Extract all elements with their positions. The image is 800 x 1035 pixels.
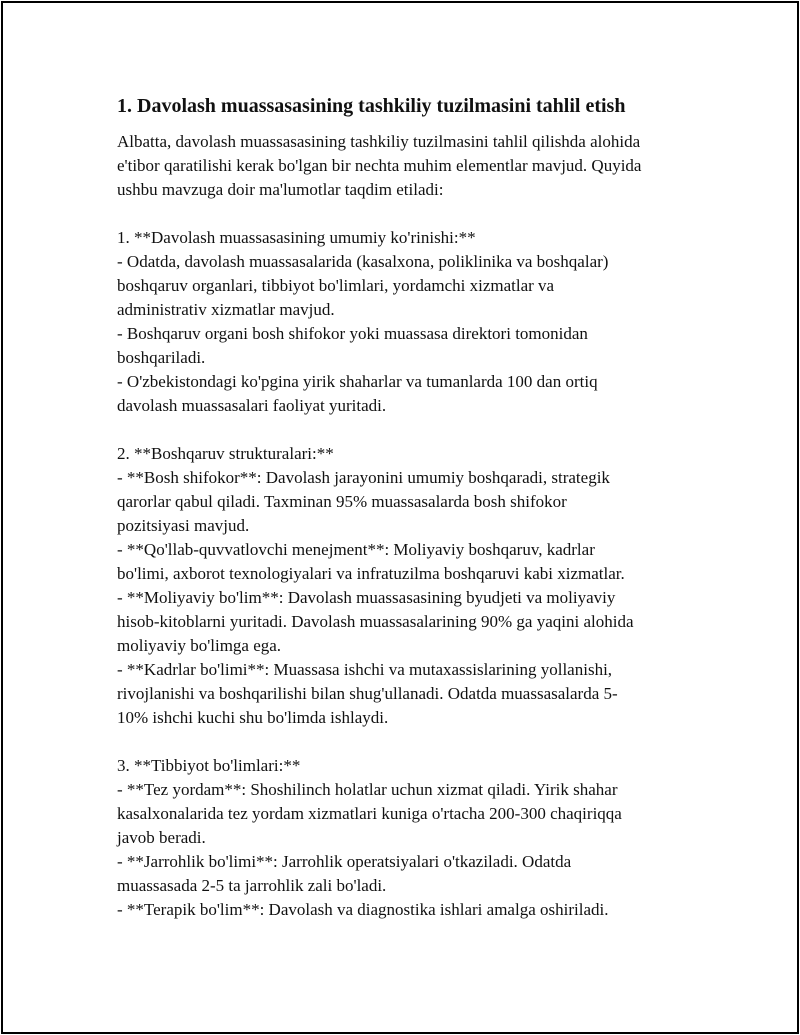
section-general-overview: 1. **Davolash muassasasining umumiy ko'rinishi:** - Odatda, davolash muassasalarida (kasalxona, poliklinika va boshqalar) boshqaruv organlari, tibbiyot bo'limlari, yordamchi xizmatlar va administrativ xizmatlar mavjud. - Boshqaruv organi bosh shifokor yoki muassasa direktori tomonidan boshqariladi. - O'zbekistondagi ko'pgina yirik shaharlar va tumanlarda 100 dan ortiq davolash muassasalari faoliyat yuritadi.	[117, 228, 609, 415]
section-medical-departments: 3. **Tibbiyot bo'limlari:** - **Tez yordam**: Shoshilinch holatlar uchun xizmat qiladi. Yirik shahar kasalxonalarida tez yordam xizmatlari kuniga o'rtacha 200-300 chaqiriqqa javob beradi. - **Jarrohlik bo'limi**: Jarrohlik operatsiyalari o'tkaziladi. Odatda muassasada 2-5 ta jarrohlik zali bo'ladi. - **Terapik bo'lim**: Davolash va diagnostika ishlari amalga oshiriladi.	[117, 756, 622, 919]
document-body	[117, 92, 697, 922]
spacer	[117, 730, 697, 754]
intro-paragraph: Albatta, davolash muassasasining tashkiliy tuzilmasini tahlil qilishda alohida e'tibor qaratilishi kerak bo'lgan bir nechta muhim elementlar mavjud. Quyida ushbu mavzuga doir ma'lumotlar taqdim etiladi:	[117, 132, 642, 199]
spacer	[117, 418, 697, 442]
spacer	[117, 202, 697, 226]
section-management-structures: 2. **Boshqaruv strukturalari:** - **Bosh shifokor**: Davolash jarayonini umumiy boshqaradi, strategik qarorlar qabul qiladi. Taxminan 95% muassasalarda bosh shifokor pozitsiyasi mavjud. - **Qo'llab-quvvatlovchi menejment**: Moliyaviy boshqaruv, kadrlar bo'limi, axborot texnologiyalari va infratuzilma boshqaruvi kabi xizmatlar. - **Moliyaviy bo'lim**: Davolash muassasasining byudjeti va moliyaviy hisob-kitoblarni yuritadi. Davolash muassasalarining 90% ga yaqini alohida moliyaviy bo'limga ega. - **Kadrlar bo'limi**: Muassasa ishchi va mutaxassislarining yollanishi, rivojlanishi va boshqarilishi bilan shug'ullanadi. Odatda muassasalarda 5- 10% ishchi kuchi shu bo'limda ishlaydi.	[117, 444, 634, 727]
document-title: 1. Davolash muassasasining tashkiliy tuzilmasini tahlil etish	[117, 95, 626, 117]
